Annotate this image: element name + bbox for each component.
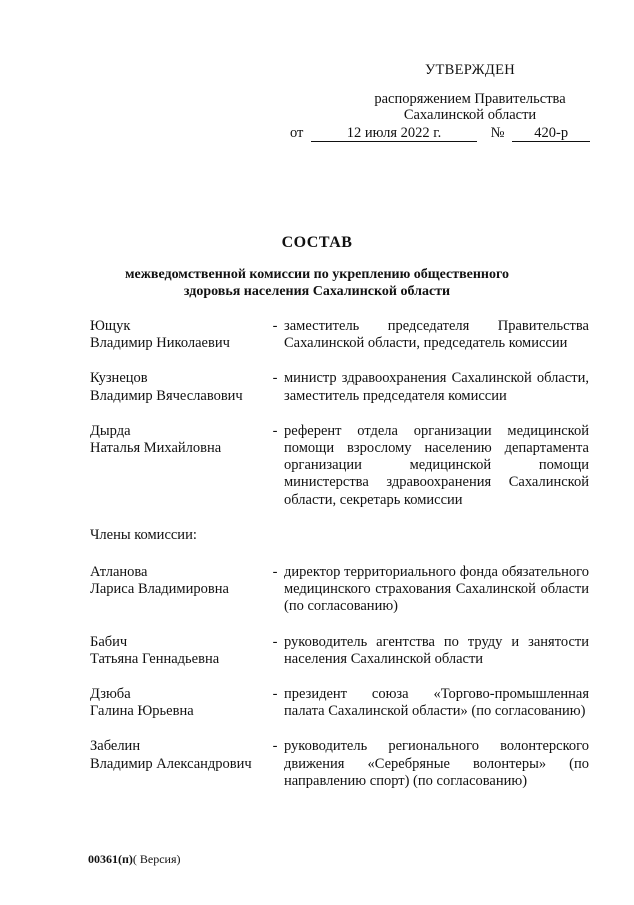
- dash: -: [272, 738, 278, 755]
- approval-number: 420-р: [512, 125, 590, 142]
- role-text: президент союза «Торгово-промышленная палата Сахалинской области» (по согласованию): [284, 686, 589, 720]
- document-code: 00361(п): [88, 852, 133, 866]
- dash: -: [272, 633, 278, 650]
- heading-subtitle-1: межведомственной комиссии по укреплению общественного: [125, 267, 509, 282]
- approval-stamp: [290, 62, 590, 142]
- dash: -: [272, 318, 278, 334]
- dash: -: [272, 370, 278, 387]
- surname: Дырда: [90, 422, 131, 439]
- role-text: референт отдела организации медицинской помощи взрослому населению департамента организации медицинской помощи министерства здравоохранения Сахалинской области, секретарь комиссии: [284, 422, 589, 508]
- list-item: [90, 686, 590, 720]
- surname: Кузнецов: [90, 370, 148, 387]
- heading-subtitle-2: здоровья населения Сахалинской области: [183, 284, 451, 299]
- approval-title: УТВЕРЖДЕН: [424, 62, 516, 78]
- approval-date-line: [290, 125, 590, 142]
- surname: Бабич: [90, 633, 128, 650]
- heading-title: СОСТАВ: [281, 234, 353, 251]
- role-text: заместитель председателя Правительства Сахалинской области, председатель комиссии: [284, 318, 589, 352]
- surname: Дзюба: [90, 686, 131, 703]
- dash: -: [272, 686, 278, 703]
- surname: Ющук: [90, 318, 131, 334]
- given-names: Галина Юрьевна: [90, 703, 194, 720]
- surname: Атланова: [90, 564, 148, 581]
- given-names: Лариса Владимировна: [90, 581, 229, 598]
- document-heading: [60, 234, 574, 300]
- list-item: [90, 423, 590, 509]
- person-name: [90, 564, 266, 616]
- list-item: [90, 564, 590, 616]
- list-item: [90, 318, 590, 352]
- surname: Забелин: [90, 738, 141, 755]
- document-footer: [88, 852, 181, 867]
- person-name: [90, 423, 266, 509]
- person-name: [90, 686, 266, 720]
- role-text: министр здравоохранения Сахалинской области, заместитель председателя комиссии: [284, 370, 589, 404]
- role-text: руководитель регионального волонтерского движения «Серебряные волонтеры» (по направлению спорт) (по согласованию): [284, 738, 589, 789]
- version-label: ( Версия): [132, 852, 181, 866]
- given-names: Владимир Вячеславович: [90, 387, 243, 404]
- person-name: [90, 738, 266, 790]
- list-item: [90, 634, 590, 668]
- dash: -: [272, 422, 278, 439]
- given-names: Наталья Михайловна: [90, 440, 222, 457]
- dash: -: [272, 564, 278, 581]
- list-item: [90, 738, 590, 790]
- list-item: [90, 370, 590, 404]
- from-label: от: [290, 124, 304, 141]
- role-text: директор территориального фонда обязательного медицинского страхования Сахалинской области (по согласованию): [284, 564, 589, 615]
- role-text: руководитель агентства по труду и занятости населения Сахалинской области: [284, 633, 589, 667]
- given-names: Владимир Николаевич: [90, 335, 230, 352]
- person-name: [90, 634, 266, 668]
- person-name: [90, 370, 266, 404]
- number-label: №: [490, 124, 505, 141]
- given-names: Татьяна Геннадьевна: [90, 650, 220, 667]
- approval-line-2: Сахалинской области: [403, 107, 537, 123]
- composition-list: [90, 318, 590, 790]
- approval-date: 12 июля 2022 г.: [311, 125, 476, 142]
- approval-line-1: распоряжением Правительства: [374, 90, 566, 107]
- person-name: [90, 318, 266, 352]
- members-heading: Члены комиссии:: [90, 526, 197, 543]
- given-names: Владимир Александрович: [90, 755, 252, 772]
